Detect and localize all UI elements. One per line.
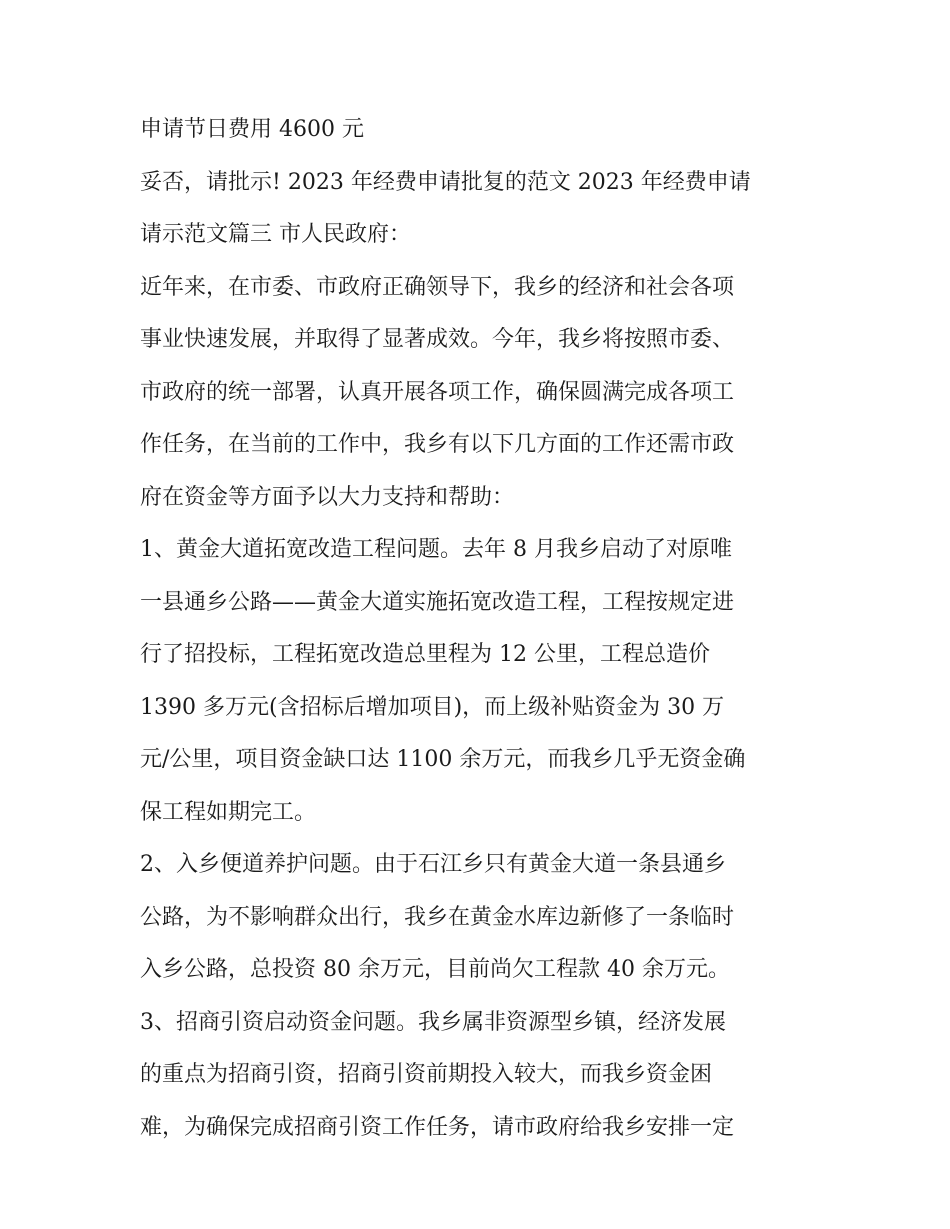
text-line: 请示范文篇三 市人民政府：: [140, 222, 411, 247]
text-line: 的重点为招商引资，招商引资前期投入较大，而我乡资金困: [140, 1062, 713, 1087]
text-line: 近年来，在市委、市政府正确领导下，我乡的经济和社会各项: [140, 274, 735, 300]
text-line: 1、黄金大道拓宽改造工程问题。去年 8 月我乡启动了对原唯: [140, 537, 732, 562]
text-line: 1390 多万元(含招标后增加项目)，而上级补贴资金为 30 万: [140, 694, 725, 720]
text-line: 难，为确保完成招商引资工作任务，请市政府给我乡安排一定: [140, 1114, 735, 1140]
text-line: 入乡公路，总投资 80 余万元，目前尚欠工程款 40 余万元。: [140, 957, 730, 982]
document-body: [140, 104, 820, 1154]
text-line: 保工程如期完工。: [140, 799, 317, 825]
text-line: 2、入乡便道养护问题。由于石江乡只有黄金大道一条县通乡: [140, 852, 726, 877]
text-line: 行了招投标，工程拓宽改造总里程为 12 公里，工程总造价: [140, 642, 710, 667]
text-line: 市政府的统一部署，认真开展各项工作，确保圆满完成各项工: [140, 379, 735, 405]
text-line: 妥否，请批示! 2023 年经费申请批复的范文 2023 年经费申请: [140, 169, 751, 195]
text-line: 作任务，在当前的工作中，我乡有以下几方面的工作还需市政: [140, 432, 735, 457]
text-line: 3、招商引资启动资金问题。我乡属非资源型乡镇，经济发展: [140, 1009, 726, 1035]
text-line: 公路，为不影响群众出行，我乡在黄金水库边新修了一条临时: [140, 904, 735, 930]
text-line: 申请节日费用 4600 元: [140, 117, 364, 142]
text-line: 府在资金等方面予以大力支持和帮助：: [140, 484, 515, 510]
text-line: 元/公里，项目资金缺口达 1100 余万元，而我乡几乎无资金确: [140, 747, 746, 772]
text-line: 事业快速发展，并取得了显著成效。今年，我乡将按照市委、: [140, 327, 735, 352]
text-line: 一县通乡公路——黄金大道实施拓宽改造工程，工程按规定进: [140, 589, 735, 615]
